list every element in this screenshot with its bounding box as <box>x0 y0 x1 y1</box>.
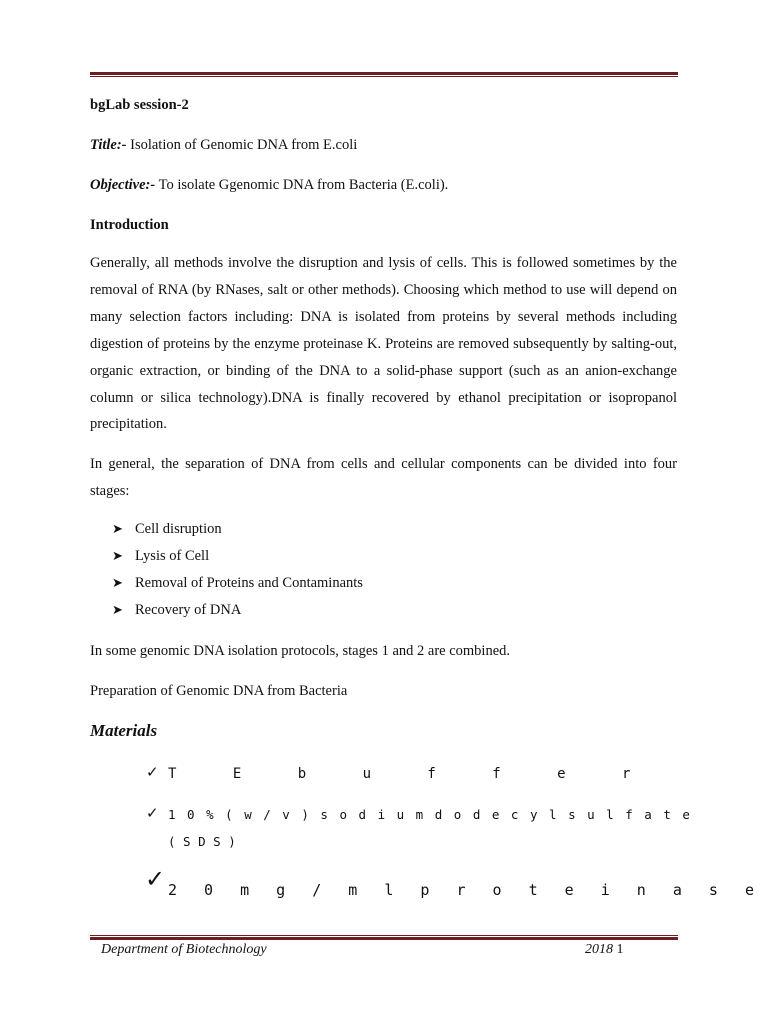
arrowhead-bullet-icon: ➤ <box>112 521 123 536</box>
intro-paragraph: Generally, all methods involve the disruption and lysis of cells. This is followed sometimes by the removal of RNA (by RNases, salt or other methods). Choosing which method to use will depend on many selection factors including: DNA is isolated from proteins by several methods including digestion of proteins by the enzyme proteinase K. Proteins are removed subsequently by salting-out, organic extraction, or binding of the DNA to a solid-phase support (such as an anion-exchange column or silica technology).DNA is finally recovered by ethanol precipitation or isopropanol precipitation. <box>90 255 677 433</box>
stage-label: Cell disruption <box>135 521 222 537</box>
title-label: Title:- <box>90 137 127 153</box>
footer-year: 2018 <box>585 942 613 957</box>
list-item <box>112 547 363 574</box>
introduction-heading: Introduction <box>90 217 169 233</box>
checkmark-icon: ✓ <box>146 806 159 822</box>
title-line <box>90 136 357 154</box>
checkmark-icon: ✓ <box>145 867 166 893</box>
material-item-proteinase: 2 0 m g / m l p r o t e i n a s e <box>168 881 761 899</box>
stage-label: Recovery of DNA <box>135 602 242 618</box>
header-rule <box>90 72 678 77</box>
stages-list <box>112 520 363 628</box>
stages-note: In some genomic DNA isolation protocols, stages 1 and 2 are combined. <box>90 643 511 659</box>
arrowhead-bullet-icon: ➤ <box>112 602 123 617</box>
material-item-te-buffer: T E b u f f e r <box>168 766 631 782</box>
list-item <box>112 601 363 628</box>
stage-label: Removal of Proteins and Contaminants <box>135 575 363 591</box>
list-item <box>112 520 363 547</box>
session-label: bgLab session-2 <box>90 97 189 113</box>
objective-line <box>90 176 448 194</box>
stage-label: Lysis of Cell <box>135 548 210 564</box>
material-item-sds-line2: ( S D S ) <box>168 834 236 849</box>
preparation-line: Preparation of Genomic DNA from Bacteria <box>90 683 348 699</box>
footer-page-info <box>585 942 624 958</box>
arrowhead-bullet-icon: ➤ <box>112 548 123 563</box>
footer-rule <box>90 935 678 940</box>
page-number: 1 <box>616 942 624 957</box>
stages-paragraph: In general, the separation of DNA from cells and cellular components can be divided into four stages: <box>90 456 677 499</box>
title-value: Isolation of Genomic DNA from E.coli <box>130 137 358 153</box>
checkmark-icon: ✓ <box>146 765 159 781</box>
materials-heading: Materials <box>90 721 158 740</box>
material-item-sds-line1: 1 0 % ( w / v ) s o d i u m d o d e c y l s u l f a t e <box>168 807 690 822</box>
objective-value: To isolate Ggenomic DNA from Bacteria (E.coli). <box>158 177 449 193</box>
list-item <box>112 574 363 601</box>
footer-department: Department of Biotechnology <box>101 942 267 957</box>
objective-label: Objective:- <box>90 177 156 193</box>
arrowhead-bullet-icon: ➤ <box>112 575 123 590</box>
